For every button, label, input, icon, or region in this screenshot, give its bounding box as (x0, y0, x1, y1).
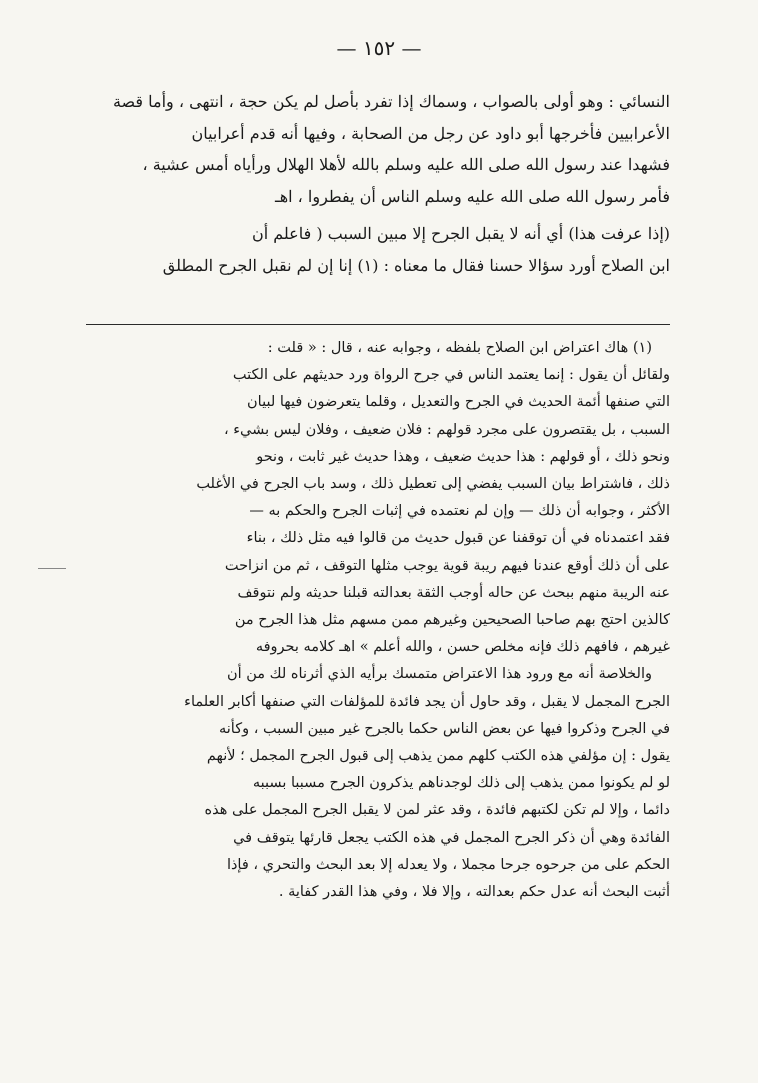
footnote-line: والخلاصة أنه مع ورود هذا الاعتراض متمسك برأيه الذي أثرناه لك من أن (226, 666, 652, 683)
footnote-line: (١) هاك اعتراض ابن الصلاح بلفظه ، وجوابه عنه ، قال : « قلت : (267, 340, 652, 356)
main-text-line: ابن الصلاح أورد سؤالا حسنا فقال ما معناه : (١) إنا إن لم نقبل الجرح المطلق (162, 255, 670, 275)
footnote-block (90, 335, 670, 906)
footnote-line: ولقائل أن يقول : إنما يعتمد الناس في جرح الرواة ورد حديثهم على الكتب (232, 367, 670, 384)
footnote-line: فقد اعتمدناه في أن توقفنا عن قبول حديث من قالوا فيه مثل ذلك ، بناء (246, 530, 670, 547)
footnote-line: الحكم على من جرحوه جرحا مجملا ، ولا يعدله إلا بعد البحث والتحري ، فإذا (226, 856, 670, 873)
margin-mark (38, 568, 66, 569)
page-number: — ١٥٢ — (336, 36, 422, 60)
footnote-divider (86, 324, 670, 325)
footnote-line: عنه الريبة منهم ببحث عن حاله أوجب الثقة بعدالته قبلنا حديثه ولم نتوقف (237, 584, 670, 601)
footnote-line: ونحو ذلك ، أو قولهم : هذا حديث ضعيف ، وهذا حديث غير ثابت ، ونحو (256, 448, 670, 465)
footnote-line: غيرهم ، فافهم ذلك فإنه مخلص حسن ، والله أعلم » اهـ كلامه بحروفه (255, 639, 670, 656)
main-text-block (90, 86, 670, 281)
footnote-line: ذلك ، فاشتراط بيان السبب يفضي إلى تعطيل ذلك ، وسد باب الجرح في الأغلب (196, 476, 670, 493)
footnote-line: السبب ، بل يقتصرون على مجرد قولهم : فلان ضعيف ، وفلان ليس بشيء ، (223, 421, 670, 438)
footnote-line: دائما ، وإلا لم تكن لكتبهم فائدة ، وقد عثر لمن لا يقبل الجرح المجمل على هذه (204, 802, 670, 819)
footnote-line: في الجرح وذكروا فيها عن بعض الناس حكما بالجرح غير مبين السبب ، وكأنه (218, 720, 670, 737)
footnote-line: التي صنفها أئمة الحديث في الجرح والتعديل ، وقلما يتعرضون فيها لبيان (247, 394, 670, 411)
main-text-line: النسائي : وهو أولى بالصواب ، وسماك إذا تفرد بأصل لم يكن حجة ، انتهى ، وأما قصة (112, 92, 670, 111)
footnote-line: الأكثر ، وجوابه أن ذلك — وإن لم نعتمده في إثبات الجرح والحكم به — (249, 503, 670, 520)
footnote-line: الجرح المجمل لا يقبل ، وقد حاول أن يجد فائدة للمؤلفات التي صنفها أكابر العلماء (184, 693, 670, 710)
main-text-line: الأعرابيين فأخرجها أبو داود عن رجل من الصحابة ، وفيها أنه قدم أعرابيان (191, 123, 670, 143)
main-text-line: فشهدا عند رسول الله صلى الله عليه وسلم بالله لأهلا الهلال ورأياه أمس عشية ، (142, 155, 670, 174)
footnote-line: على أن ذلك أوقع عندنا فيهم ريبة قوية يوجب مثلها التوقف ، ثم من انزاحت (224, 557, 670, 574)
footnote-line: أثبت البحث أنه عدل حكم بعدالته ، وإلا فلا ، وفي هذا القدر كفاية . (278, 884, 670, 901)
main-text-line: فأمر رسول الله صلى الله عليه وسلم الناس أن يفطروا ، اهـ (275, 186, 670, 206)
main-text-line: (إذا عرفت هذا) أي أنه لا يقبل الجرح إلا مبين السبب ( فاعلم أن (251, 224, 670, 243)
footnote-line: كالذين احتج بهم صاحبا الصحيحين وغيرهم ممن مسهم مثل هذا الجرح من (234, 612, 670, 629)
footnote-line: يقول : إن مؤلفي هذه الكتب كلهم ممن يذهب إلى قبول الجرح المجمل ؛ لأنهم (206, 748, 670, 765)
footnote-line: لو لم يكونوا ممن يذهب إلى ذلك لوجدناهم يذكرون الجرح مسببا بسببه (252, 775, 670, 792)
footnote-line: الفائدة وهي أن ذكر الجرح المجمل في هذه الكتب يجعل قارئها يتوقف في (233, 829, 670, 846)
